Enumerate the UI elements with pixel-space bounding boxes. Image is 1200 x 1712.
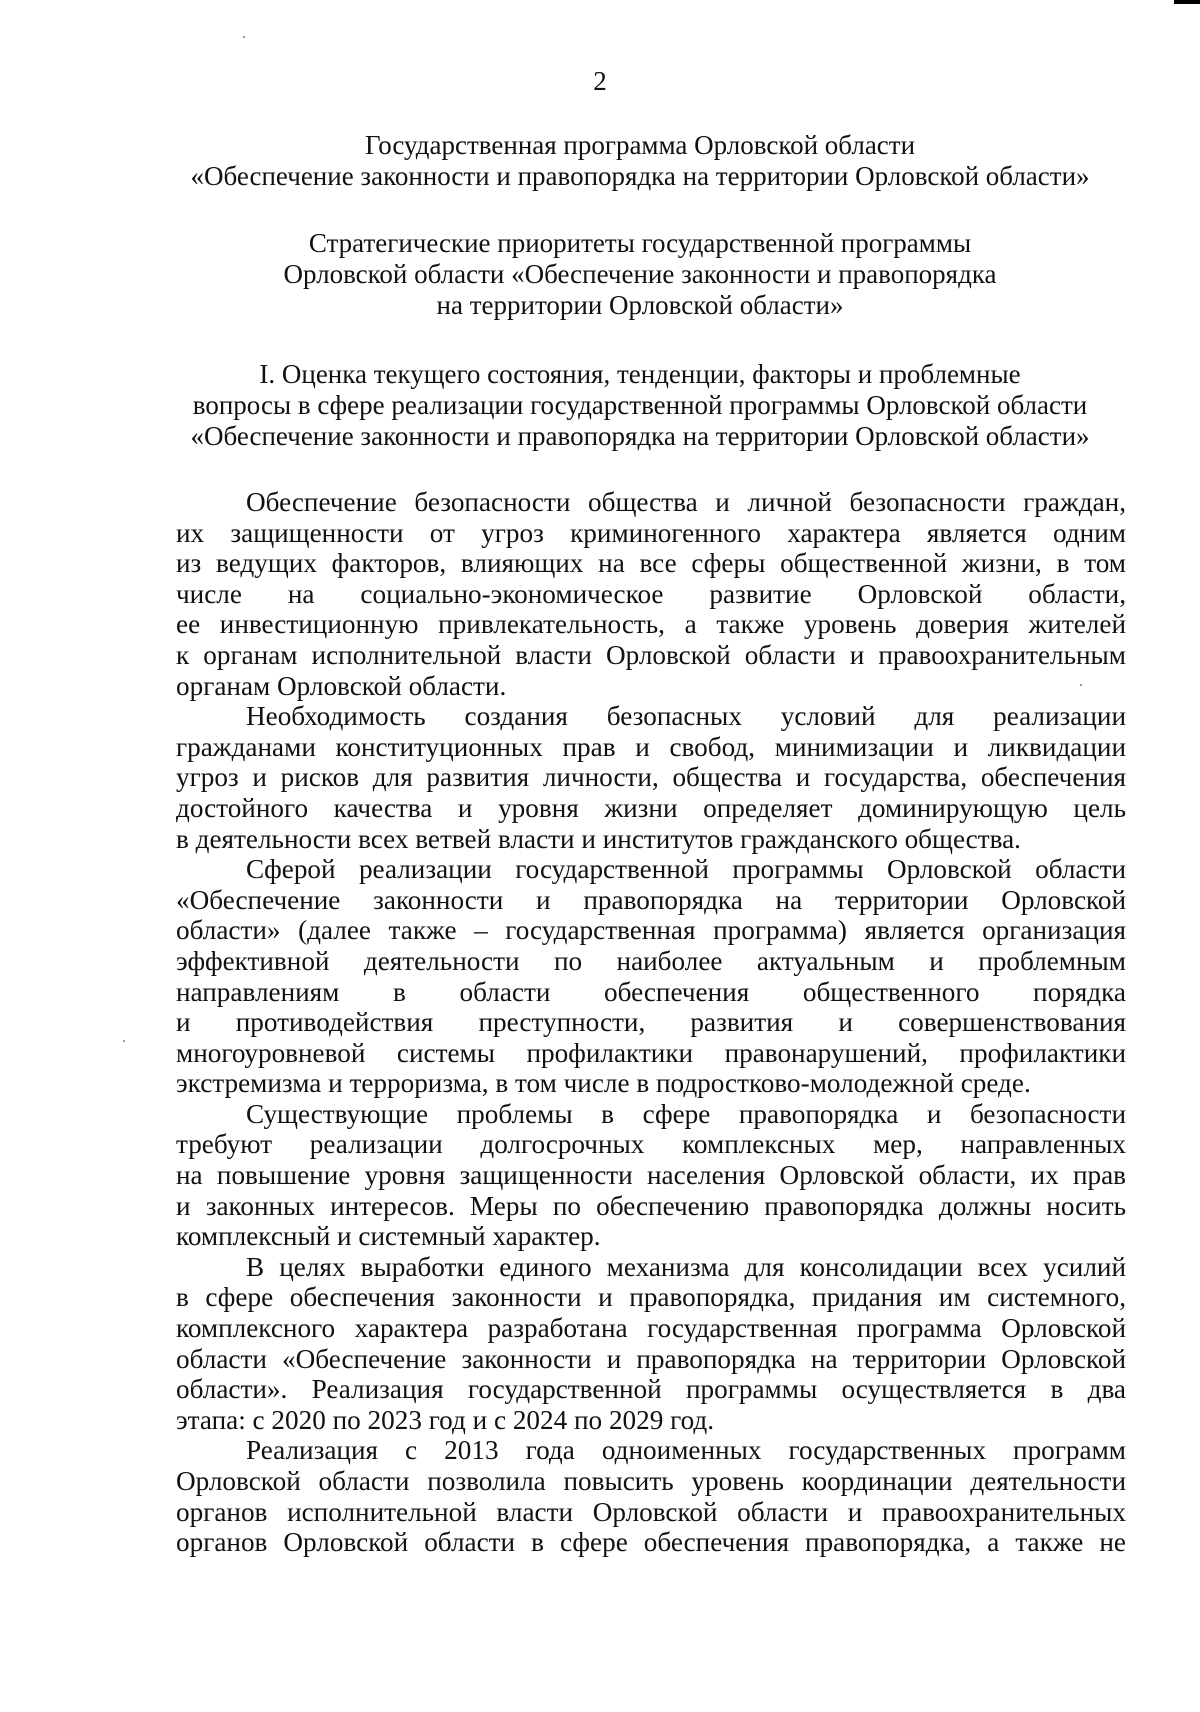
paragraph-line: органов исполнительной власти Орловской области и правоохранительных — [176, 1496, 1126, 1527]
body-paragraph — [176, 701, 1126, 854]
body-paragraph — [176, 1099, 1126, 1252]
paragraph-line: ее инвестиционную привлекательность, а также уровень доверия жителей — [176, 609, 1126, 640]
section-heading-line: I. Оценка текущего состояния, тенденции, факторы и проблемные — [259, 359, 1021, 389]
paragraph-line: многоуровневой системы профилактики правонарушений, профилактики — [176, 1037, 1126, 1068]
section-heading-line: «Обеспечение законности и правопорядка на территории Орловской области» — [190, 421, 1090, 451]
paragraph-line: Необходимость создания безопасных условий для реализации — [246, 701, 1126, 732]
body-paragraph — [176, 1435, 1126, 1557]
strategic-priorities-title — [160, 228, 1120, 321]
paragraph-line: гражданами конституционных прав и свобод, минимизации и ликвидации — [176, 731, 1126, 762]
paragraph-line: Реализация с 2013 года одноименных государственных программ — [246, 1435, 1126, 1466]
strategic-title-line: на территории Орловской области» — [436, 290, 844, 320]
document-title-line: Государственная программа Орловской области — [364, 130, 916, 160]
document-title-line: «Обеспечение законности и правопорядка на территории Орловской области» — [190, 161, 1090, 191]
paragraph-line: их защищенности от угроз криминогенного характера является одним — [176, 517, 1126, 548]
paragraph-line: и законных интересов. Меры по обеспечению правопорядка должны носить — [176, 1190, 1126, 1221]
paragraph-line: к органам исполнительной власти Орловской области и правоохранительным — [176, 639, 1126, 670]
paragraph-line: на повышение уровня защищенности населения Орловской области, их прав — [176, 1160, 1126, 1191]
strategic-title-line: Орловской области «Обеспечение законности и правопорядка — [283, 259, 997, 289]
paragraph-line: достойного качества и уровня жизни определяет доминирующую цель — [176, 792, 1126, 823]
page-number: 2 — [593, 66, 607, 96]
paragraph-line: в деятельности всех ветвей власти и институтов гражданского общества. — [176, 823, 1021, 854]
section-heading — [160, 359, 1120, 452]
paragraph-line: области «Обеспечение законности и правопорядка на территории Орловской — [176, 1343, 1126, 1374]
paragraph-line: Орловской области позволила повысить уровень координации деятельности — [176, 1466, 1126, 1496]
paragraph-line: комплексный и системный характер. — [176, 1221, 601, 1252]
paragraph-line: органов Орловской области в сфере обеспечения правопорядка, а также не — [176, 1527, 1126, 1558]
section-heading-line: вопросы в сфере реализации государственной программы Орловской области — [192, 390, 1088, 420]
paragraph-line: числе на социально-экономическое развитие Орловской области, — [176, 578, 1126, 609]
paragraph-line: Существующие проблемы в сфере правопорядка и безопасности — [246, 1098, 1126, 1129]
paragraph-line: в сфере обеспечения законности и правопорядка, придания им системного, — [176, 1282, 1126, 1313]
scan-speck — [243, 36, 245, 38]
paragraph-line: В целях выработки единого механизма для консолидации всех усилий — [246, 1251, 1126, 1282]
paragraph-line: органам Орловской области. — [176, 670, 507, 701]
body-text — [176, 487, 1126, 1558]
paragraph-line: угроз и рисков для развития личности, общества и государства, обеспечения — [176, 762, 1126, 793]
scan-speck — [123, 1040, 125, 1042]
paragraph-line: направлениям в области обеспечения общественного порядка — [176, 976, 1126, 1007]
paragraph-line: Сферой реализации государственной программы Орловской области — [246, 854, 1126, 885]
paragraph-line: области» (далее также – государственная программа) является организация — [176, 915, 1126, 946]
scan-corner-mark — [1174, 0, 1200, 4]
body-paragraph — [176, 854, 1126, 1099]
paragraph-line: из ведущих факторов, влияющих на все сферы общественной жизни, в том — [176, 548, 1126, 579]
paragraph-line: этапа: с 2020 по 2023 год и с 2024 по 2029 год. — [176, 1404, 715, 1435]
strategic-title-line: Стратегические приоритеты государственной программы — [308, 228, 972, 258]
document-title — [160, 130, 1120, 192]
paragraph-line: эффективной деятельности по наиболее актуальным и проблемным — [176, 945, 1126, 976]
body-paragraph — [176, 487, 1126, 701]
body-paragraph — [176, 1252, 1126, 1436]
paragraph-line: области». Реализация государственной программы осуществляется в два — [176, 1374, 1126, 1405]
paragraph-line: «Обеспечение законности и правопорядка на территории Орловской — [176, 884, 1126, 915]
paragraph-line: Обеспечение безопасности общества и личной безопасности граждан, — [246, 487, 1126, 517]
paragraph-line: экстремизма и терроризма, в том числе в подростково-молодежной среде. — [176, 1068, 1031, 1099]
paragraph-line: и противодействия преступности, развития и совершенствования — [176, 1007, 1126, 1038]
paragraph-line: комплексного характера разработана государственная программа Орловской — [176, 1313, 1126, 1344]
paragraph-line: требуют реализации долгосрочных комплексных мер, направленных — [176, 1129, 1126, 1160]
